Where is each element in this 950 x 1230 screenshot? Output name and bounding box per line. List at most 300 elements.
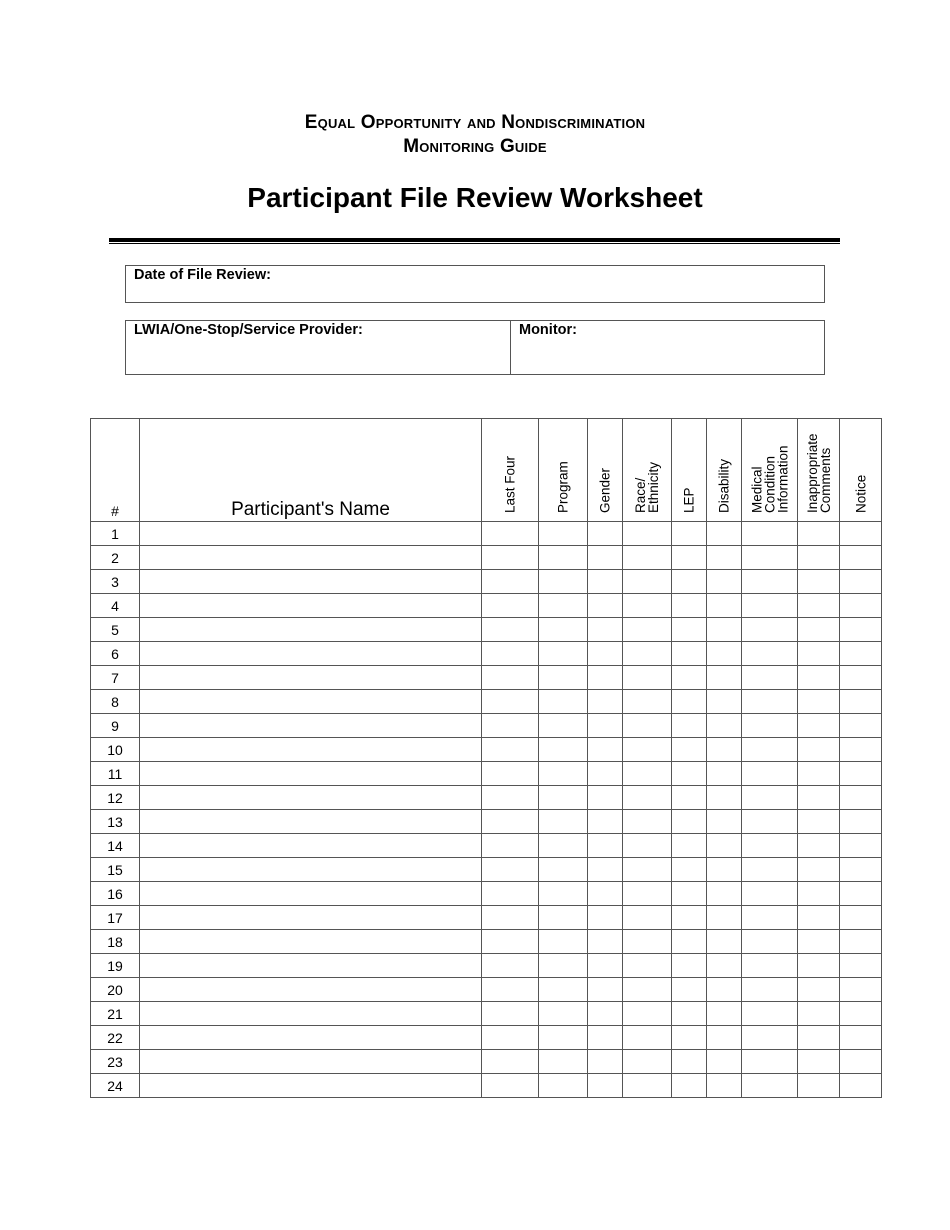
col-header-program bbox=[539, 419, 588, 522]
inappropriate-cell[interactable] bbox=[798, 1074, 840, 1098]
col-program-label: Program bbox=[555, 461, 571, 513]
name-cell[interactable] bbox=[140, 714, 482, 738]
name-cell[interactable] bbox=[140, 1002, 482, 1026]
inappropriate-cell[interactable] bbox=[798, 786, 840, 810]
program-cell[interactable] bbox=[539, 882, 588, 906]
row-number: 10 bbox=[91, 738, 140, 762]
inappropriate-cell[interactable] bbox=[798, 954, 840, 978]
table-row bbox=[91, 858, 882, 882]
row-number: 8 bbox=[91, 690, 140, 714]
last-four-cell[interactable] bbox=[482, 1074, 539, 1098]
race-cell[interactable] bbox=[623, 834, 672, 858]
lep-cell[interactable] bbox=[672, 1050, 707, 1074]
medical-cell[interactable] bbox=[742, 1050, 798, 1074]
disability-cell[interactable] bbox=[707, 786, 742, 810]
name-cell[interactable] bbox=[140, 690, 482, 714]
last-four-cell[interactable] bbox=[482, 642, 539, 666]
medical-cell[interactable] bbox=[742, 954, 798, 978]
col-header-disability bbox=[707, 419, 742, 522]
table-row bbox=[91, 834, 882, 858]
disability-cell[interactable] bbox=[707, 882, 742, 906]
program-cell[interactable] bbox=[539, 594, 588, 618]
medical-cell[interactable] bbox=[742, 906, 798, 930]
name-cell[interactable] bbox=[140, 546, 482, 570]
table-row bbox=[91, 930, 882, 954]
medical-cell[interactable] bbox=[742, 642, 798, 666]
race-cell[interactable] bbox=[623, 738, 672, 762]
program-cell[interactable] bbox=[539, 1050, 588, 1074]
last-four-cell[interactable] bbox=[482, 594, 539, 618]
col-header-lep bbox=[672, 419, 707, 522]
gender-cell[interactable] bbox=[588, 738, 623, 762]
last-four-cell[interactable] bbox=[482, 546, 539, 570]
table-row bbox=[91, 522, 882, 546]
program-cell[interactable] bbox=[539, 570, 588, 594]
program-cell[interactable] bbox=[539, 954, 588, 978]
medical-cell[interactable] bbox=[742, 546, 798, 570]
inappropriate-cell[interactable] bbox=[798, 882, 840, 906]
disability-cell[interactable] bbox=[707, 1002, 742, 1026]
disability-cell[interactable] bbox=[707, 1050, 742, 1074]
gender-cell[interactable] bbox=[588, 954, 623, 978]
inappropriate-cell[interactable] bbox=[798, 906, 840, 930]
lep-cell[interactable] bbox=[672, 570, 707, 594]
lep-cell[interactable] bbox=[672, 522, 707, 546]
gender-cell[interactable] bbox=[588, 1074, 623, 1098]
lep-cell[interactable] bbox=[672, 666, 707, 690]
medical-cell[interactable] bbox=[742, 522, 798, 546]
program-cell[interactable] bbox=[539, 858, 588, 882]
last-four-cell[interactable] bbox=[482, 738, 539, 762]
notice-cell[interactable] bbox=[840, 1026, 882, 1050]
name-cell[interactable] bbox=[140, 522, 482, 546]
lep-cell[interactable] bbox=[672, 906, 707, 930]
lep-cell[interactable] bbox=[672, 954, 707, 978]
last-four-cell[interactable] bbox=[482, 762, 539, 786]
row-number: 21 bbox=[91, 1002, 140, 1026]
program-cell[interactable] bbox=[539, 810, 588, 834]
disability-cell[interactable] bbox=[707, 930, 742, 954]
last-four-cell[interactable] bbox=[482, 1002, 539, 1026]
lep-cell[interactable] bbox=[672, 834, 707, 858]
inappropriate-cell[interactable] bbox=[798, 810, 840, 834]
notice-cell[interactable] bbox=[840, 978, 882, 1002]
program-cell[interactable] bbox=[539, 1026, 588, 1050]
medical-cell[interactable] bbox=[742, 570, 798, 594]
gender-cell[interactable] bbox=[588, 978, 623, 1002]
table-row bbox=[91, 810, 882, 834]
medical-cell[interactable] bbox=[742, 1074, 798, 1098]
medical-cell[interactable] bbox=[742, 594, 798, 618]
lep-cell[interactable] bbox=[672, 1026, 707, 1050]
notice-cell[interactable] bbox=[840, 642, 882, 666]
notice-cell[interactable] bbox=[840, 906, 882, 930]
gender-cell[interactable] bbox=[588, 1050, 623, 1074]
last-four-cell[interactable] bbox=[482, 978, 539, 1002]
inappropriate-cell[interactable] bbox=[798, 1026, 840, 1050]
race-cell[interactable] bbox=[623, 786, 672, 810]
col-lep-label: LEP bbox=[681, 487, 697, 513]
col-disability-label: Disability bbox=[716, 458, 732, 513]
inappropriate-cell[interactable] bbox=[798, 978, 840, 1002]
gender-cell[interactable] bbox=[588, 810, 623, 834]
last-four-cell[interactable] bbox=[482, 786, 539, 810]
name-cell[interactable] bbox=[140, 930, 482, 954]
medical-cell[interactable] bbox=[742, 978, 798, 1002]
gender-cell[interactable] bbox=[588, 546, 623, 570]
program-cell[interactable] bbox=[539, 762, 588, 786]
table-row bbox=[91, 594, 882, 618]
gender-cell[interactable] bbox=[588, 618, 623, 642]
inappropriate-cell[interactable] bbox=[798, 546, 840, 570]
medical-cell[interactable] bbox=[742, 930, 798, 954]
name-cell[interactable] bbox=[140, 954, 482, 978]
program-cell[interactable] bbox=[539, 522, 588, 546]
table-row bbox=[91, 882, 882, 906]
guide-title-line-1: Equal Opportunity and Nondiscrimination bbox=[304, 112, 646, 133]
notice-cell[interactable] bbox=[840, 618, 882, 642]
program-cell[interactable] bbox=[539, 714, 588, 738]
lep-cell[interactable] bbox=[672, 546, 707, 570]
disability-cell[interactable] bbox=[707, 666, 742, 690]
lep-cell[interactable] bbox=[672, 978, 707, 1002]
disability-cell[interactable] bbox=[707, 762, 742, 786]
last-four-cell[interactable] bbox=[482, 954, 539, 978]
notice-cell[interactable] bbox=[840, 738, 882, 762]
medical-cell[interactable] bbox=[742, 762, 798, 786]
medical-cell[interactable] bbox=[742, 714, 798, 738]
race-cell[interactable] bbox=[623, 546, 672, 570]
gender-cell[interactable] bbox=[588, 786, 623, 810]
race-cell[interactable] bbox=[623, 714, 672, 738]
race-cell[interactable] bbox=[623, 594, 672, 618]
lep-cell[interactable] bbox=[672, 642, 707, 666]
race-cell[interactable] bbox=[623, 858, 672, 882]
table-row bbox=[91, 1002, 882, 1026]
notice-cell[interactable] bbox=[840, 762, 882, 786]
race-cell[interactable] bbox=[623, 906, 672, 930]
notice-cell[interactable] bbox=[840, 714, 882, 738]
inappropriate-cell[interactable] bbox=[798, 1050, 840, 1074]
race-cell[interactable] bbox=[623, 978, 672, 1002]
program-cell[interactable] bbox=[539, 906, 588, 930]
notice-cell[interactable] bbox=[840, 954, 882, 978]
name-cell[interactable] bbox=[140, 810, 482, 834]
name-cell[interactable] bbox=[140, 978, 482, 1002]
col-header-inappropriate bbox=[798, 419, 840, 522]
gender-cell[interactable] bbox=[588, 642, 623, 666]
table-row bbox=[91, 666, 882, 690]
inappropriate-cell[interactable] bbox=[798, 762, 840, 786]
table-row bbox=[91, 690, 882, 714]
medical-cell[interactable] bbox=[742, 1026, 798, 1050]
program-cell[interactable] bbox=[539, 1074, 588, 1098]
name-cell[interactable] bbox=[140, 570, 482, 594]
medical-cell[interactable] bbox=[742, 834, 798, 858]
program-cell[interactable] bbox=[539, 834, 588, 858]
lep-cell[interactable] bbox=[672, 858, 707, 882]
medical-cell[interactable] bbox=[742, 786, 798, 810]
inappropriate-cell[interactable] bbox=[798, 930, 840, 954]
medical-cell[interactable] bbox=[742, 1002, 798, 1026]
notice-cell[interactable] bbox=[840, 930, 882, 954]
disability-cell[interactable] bbox=[707, 618, 742, 642]
notice-cell[interactable] bbox=[840, 570, 882, 594]
col-header-last-four bbox=[482, 419, 539, 522]
table-header-row bbox=[91, 419, 882, 522]
table-row bbox=[91, 642, 882, 666]
inappropriate-cell[interactable] bbox=[798, 834, 840, 858]
disability-cell[interactable] bbox=[707, 690, 742, 714]
notice-cell[interactable] bbox=[840, 858, 882, 882]
name-cell[interactable] bbox=[140, 642, 482, 666]
last-four-cell[interactable] bbox=[482, 618, 539, 642]
row-number: 20 bbox=[91, 978, 140, 1002]
gender-cell[interactable] bbox=[588, 762, 623, 786]
gender-cell[interactable] bbox=[588, 858, 623, 882]
lep-cell[interactable] bbox=[672, 1002, 707, 1026]
race-cell[interactable] bbox=[623, 522, 672, 546]
lep-cell[interactable] bbox=[672, 810, 707, 834]
name-cell[interactable] bbox=[140, 786, 482, 810]
lep-cell[interactable] bbox=[672, 762, 707, 786]
inappropriate-cell[interactable] bbox=[798, 618, 840, 642]
table-row bbox=[91, 1074, 882, 1098]
gender-cell[interactable] bbox=[588, 906, 623, 930]
race-cell[interactable] bbox=[623, 930, 672, 954]
disability-cell[interactable] bbox=[707, 714, 742, 738]
guide-title-line-2: Monitoring Guide bbox=[403, 136, 547, 157]
inappropriate-cell[interactable] bbox=[798, 690, 840, 714]
row-number: 6 bbox=[91, 642, 140, 666]
row-number: 18 bbox=[91, 930, 140, 954]
medical-cell[interactable] bbox=[742, 882, 798, 906]
notice-cell[interactable] bbox=[840, 882, 882, 906]
row-number: 22 bbox=[91, 1026, 140, 1050]
name-cell[interactable] bbox=[140, 1074, 482, 1098]
last-four-cell[interactable] bbox=[482, 522, 539, 546]
race-cell[interactable] bbox=[623, 954, 672, 978]
medical-cell[interactable] bbox=[742, 738, 798, 762]
notice-cell[interactable] bbox=[840, 1074, 882, 1098]
name-cell[interactable] bbox=[140, 882, 482, 906]
col-inappropriate-label-1: Inappropriate bbox=[804, 433, 820, 513]
program-cell[interactable] bbox=[539, 642, 588, 666]
program-cell[interactable] bbox=[539, 618, 588, 642]
row-number: 14 bbox=[91, 834, 140, 858]
row-number: 9 bbox=[91, 714, 140, 738]
table-row bbox=[91, 786, 882, 810]
notice-cell[interactable] bbox=[840, 834, 882, 858]
program-cell[interactable] bbox=[539, 930, 588, 954]
lep-cell[interactable] bbox=[672, 786, 707, 810]
gender-cell[interactable] bbox=[588, 834, 623, 858]
lep-cell[interactable] bbox=[672, 618, 707, 642]
col-last-four-label: Last Four bbox=[502, 455, 518, 513]
gender-cell[interactable] bbox=[588, 594, 623, 618]
table-row bbox=[91, 762, 882, 786]
program-cell[interactable] bbox=[539, 738, 588, 762]
gender-cell[interactable] bbox=[588, 690, 623, 714]
notice-cell[interactable] bbox=[840, 690, 882, 714]
row-number: 7 bbox=[91, 666, 140, 690]
gender-cell[interactable] bbox=[588, 1002, 623, 1026]
name-cell[interactable] bbox=[140, 618, 482, 642]
notice-cell[interactable] bbox=[840, 1002, 882, 1026]
header-rule-thick bbox=[109, 238, 840, 242]
lep-cell[interactable] bbox=[672, 738, 707, 762]
row-number: 2 bbox=[91, 546, 140, 570]
row-number: 1 bbox=[91, 522, 140, 546]
medical-cell[interactable] bbox=[742, 666, 798, 690]
gender-cell[interactable] bbox=[588, 882, 623, 906]
inappropriate-cell[interactable] bbox=[798, 738, 840, 762]
race-cell[interactable] bbox=[623, 690, 672, 714]
last-four-cell[interactable] bbox=[482, 810, 539, 834]
lep-cell[interactable] bbox=[672, 690, 707, 714]
inappropriate-cell[interactable] bbox=[798, 642, 840, 666]
table-row bbox=[91, 714, 882, 738]
row-number: 17 bbox=[91, 906, 140, 930]
notice-cell[interactable] bbox=[840, 546, 882, 570]
name-cell[interactable] bbox=[140, 834, 482, 858]
notice-cell[interactable] bbox=[840, 522, 882, 546]
program-cell[interactable] bbox=[539, 690, 588, 714]
program-cell[interactable] bbox=[539, 666, 588, 690]
page-title: Participant File Review Worksheet bbox=[247, 182, 703, 213]
lep-cell[interactable] bbox=[672, 1074, 707, 1098]
col-name-label: Participant's Name bbox=[231, 499, 390, 520]
gender-cell[interactable] bbox=[588, 522, 623, 546]
name-cell[interactable] bbox=[140, 666, 482, 690]
medical-cell[interactable] bbox=[742, 618, 798, 642]
race-cell[interactable] bbox=[623, 618, 672, 642]
race-cell[interactable] bbox=[623, 666, 672, 690]
last-four-cell[interactable] bbox=[482, 714, 539, 738]
medical-cell[interactable] bbox=[742, 858, 798, 882]
notice-cell[interactable] bbox=[840, 594, 882, 618]
last-four-cell[interactable] bbox=[482, 858, 539, 882]
last-four-cell[interactable] bbox=[482, 690, 539, 714]
table-row bbox=[91, 906, 882, 930]
gender-cell[interactable] bbox=[588, 570, 623, 594]
medical-cell[interactable] bbox=[742, 690, 798, 714]
disability-cell[interactable] bbox=[707, 570, 742, 594]
name-cell[interactable] bbox=[140, 594, 482, 618]
race-cell[interactable] bbox=[623, 1074, 672, 1098]
name-cell[interactable] bbox=[140, 906, 482, 930]
race-cell[interactable] bbox=[623, 642, 672, 666]
name-cell[interactable] bbox=[140, 1050, 482, 1074]
disability-cell[interactable] bbox=[707, 810, 742, 834]
row-number: 19 bbox=[91, 954, 140, 978]
last-four-cell[interactable] bbox=[482, 882, 539, 906]
program-cell[interactable] bbox=[539, 1002, 588, 1026]
notice-cell[interactable] bbox=[840, 666, 882, 690]
date-of-review-field[interactable] bbox=[125, 265, 825, 303]
col-inappropriate-label-2: Comments bbox=[817, 447, 833, 513]
row-number: 23 bbox=[91, 1050, 140, 1074]
disability-cell[interactable] bbox=[707, 1026, 742, 1050]
monitor-field[interactable] bbox=[510, 320, 825, 375]
lep-cell[interactable] bbox=[672, 714, 707, 738]
row-number: 5 bbox=[91, 618, 140, 642]
disability-cell[interactable] bbox=[707, 738, 742, 762]
inappropriate-cell[interactable] bbox=[798, 522, 840, 546]
race-cell[interactable] bbox=[623, 1002, 672, 1026]
last-four-cell[interactable] bbox=[482, 570, 539, 594]
last-four-cell[interactable] bbox=[482, 906, 539, 930]
medical-cell[interactable] bbox=[742, 810, 798, 834]
disability-cell[interactable] bbox=[707, 978, 742, 1002]
inappropriate-cell[interactable] bbox=[798, 858, 840, 882]
race-cell[interactable] bbox=[623, 1050, 672, 1074]
provider-field[interactable] bbox=[125, 320, 511, 375]
last-four-cell[interactable] bbox=[482, 666, 539, 690]
col-header-race bbox=[623, 419, 672, 522]
row-number: 12 bbox=[91, 786, 140, 810]
inappropriate-cell[interactable] bbox=[798, 570, 840, 594]
inappropriate-cell[interactable] bbox=[798, 714, 840, 738]
disability-cell[interactable] bbox=[707, 1074, 742, 1098]
gender-cell[interactable] bbox=[588, 666, 623, 690]
inappropriate-cell[interactable] bbox=[798, 594, 840, 618]
last-four-cell[interactable] bbox=[482, 1050, 539, 1074]
race-cell[interactable] bbox=[623, 1026, 672, 1050]
disability-cell[interactable] bbox=[707, 546, 742, 570]
race-cell[interactable] bbox=[623, 882, 672, 906]
name-cell[interactable] bbox=[140, 762, 482, 786]
table-row bbox=[91, 954, 882, 978]
race-cell[interactable] bbox=[623, 570, 672, 594]
last-four-cell[interactable] bbox=[482, 834, 539, 858]
gender-cell[interactable] bbox=[588, 714, 623, 738]
table-row bbox=[91, 738, 882, 762]
lep-cell[interactable] bbox=[672, 930, 707, 954]
program-cell[interactable] bbox=[539, 978, 588, 1002]
col-header-number bbox=[91, 419, 140, 522]
disability-cell[interactable] bbox=[707, 522, 742, 546]
name-cell[interactable] bbox=[140, 738, 482, 762]
row-number: 3 bbox=[91, 570, 140, 594]
lep-cell[interactable] bbox=[672, 594, 707, 618]
race-cell[interactable] bbox=[623, 762, 672, 786]
notice-cell[interactable] bbox=[840, 786, 882, 810]
disability-cell[interactable] bbox=[707, 954, 742, 978]
notice-cell[interactable] bbox=[840, 1050, 882, 1074]
disability-cell[interactable] bbox=[707, 642, 742, 666]
disability-cell[interactable] bbox=[707, 858, 742, 882]
program-cell[interactable] bbox=[539, 786, 588, 810]
notice-cell[interactable] bbox=[840, 810, 882, 834]
inappropriate-cell[interactable] bbox=[798, 666, 840, 690]
name-cell[interactable] bbox=[140, 1026, 482, 1050]
race-cell[interactable] bbox=[623, 810, 672, 834]
disability-cell[interactable] bbox=[707, 906, 742, 930]
inappropriate-cell[interactable] bbox=[798, 1002, 840, 1026]
col-number-label: # bbox=[111, 503, 119, 519]
program-cell[interactable] bbox=[539, 546, 588, 570]
last-four-cell[interactable] bbox=[482, 1026, 539, 1050]
name-cell[interactable] bbox=[140, 858, 482, 882]
last-four-cell[interactable] bbox=[482, 930, 539, 954]
gender-cell[interactable] bbox=[588, 1026, 623, 1050]
gender-cell[interactable] bbox=[588, 930, 623, 954]
disability-cell[interactable] bbox=[707, 594, 742, 618]
provider-label: LWIA/One-Stop/Service Provider: bbox=[134, 322, 363, 338]
lep-cell[interactable] bbox=[672, 882, 707, 906]
disability-cell[interactable] bbox=[707, 834, 742, 858]
